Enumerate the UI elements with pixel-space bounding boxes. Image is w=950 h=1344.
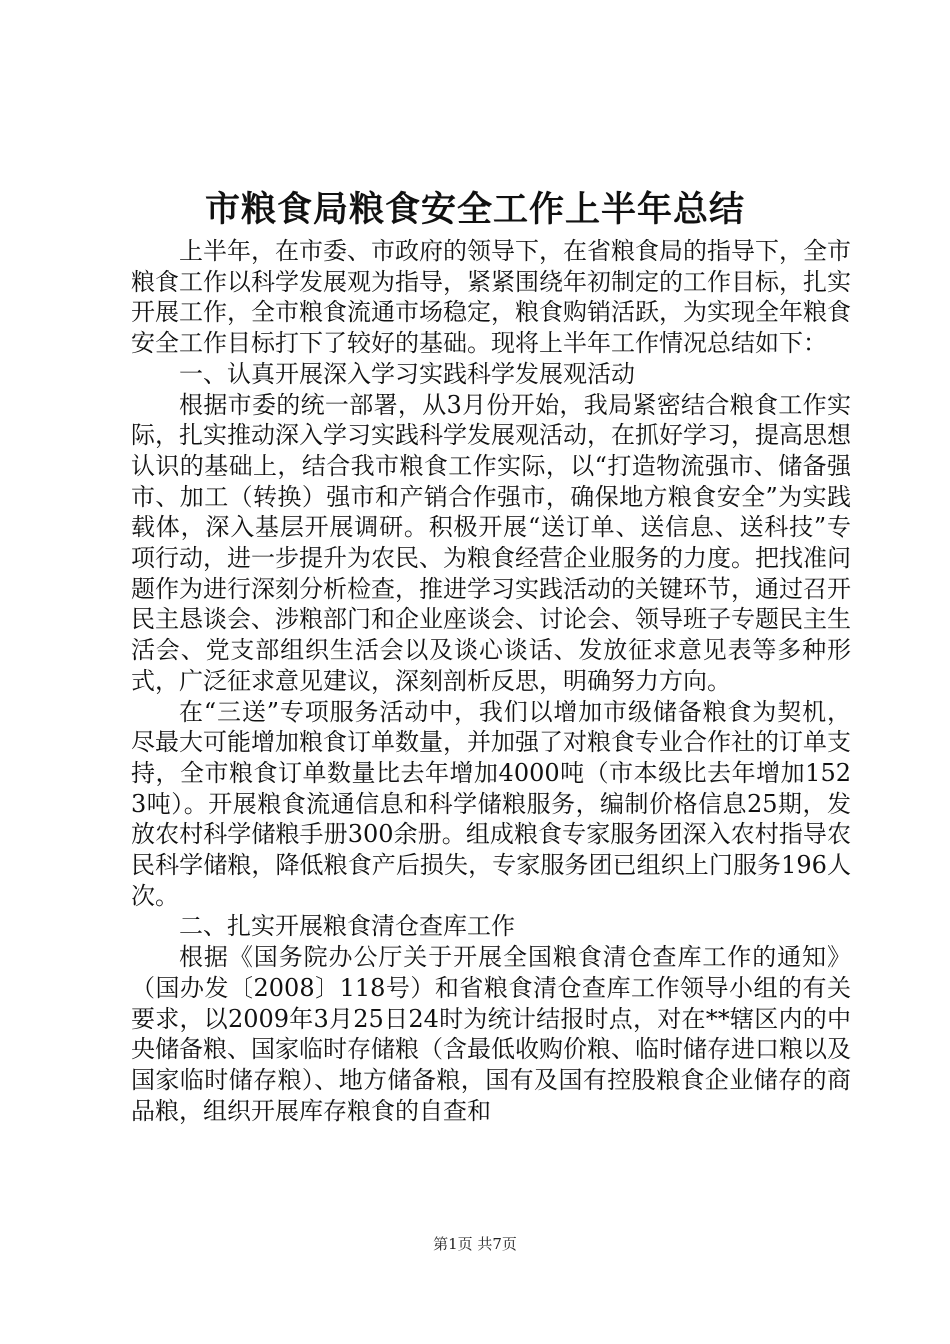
- body-paragraph: 根据《国务院办公厅关于开展全国粮食清仓查库工作的通知》（国办发〔2008〕118号）和省粮食清仓查库工作领导小组的有关要求，以2009年3月25日24时为统计结报时点，对在**辖区内的中央储备粮、国家临时存储粮（含最低收购价粮、临时储存进口粮以及国家临时储存粮）、地方储备粮，国有及国有控股粮食企业储存的商品粮，组织开展库存粮食的自查和: [131, 943, 851, 1125]
- body-paragraph: 在“三送”专项服务活动中，我们以增加市级储备粮食为契机，尽最大可能增加粮食订单数量，并加强了对粮食专业合作社的订单支持，全市粮食订单数量比去年增加4000吨（市本级比去年增加1523吨）。开展粮食流通信息和科学储粮服务，编制价格信息25期，发放农村科学储粮手册300余册。组成粮食专家服务团深入农村指导农民科学储粮，降低粮食产后损失，专家服务团已组织上门服务196人次。: [131, 697, 851, 910]
- body-paragraph: 根据市委的统一部署，从3月份开始，我局紧密结合粮食工作实际，扎实推动深入学习实践科学发展观活动，在抓好学习，提高思想认识的基础上，结合我市粮食工作实际，以“打造物流强市、储备强市、加工（转换）强市和产销合作强市，确保地方粮食安全”为实践载体，深入基层开展调研。积极开展“送订单、送信息、送科技”专项行动，进一步提升为农民、为粮食经营企业服务的力度。把找准问题作为进行深刻分析检查，推进学习实践活动的关键环节，通过召开民主恳谈会、涉粮部门和企业座谈会、讨论会、领导班子专题民主生活会、党支部组织生活会以及谈心谈话、发放征求意见表等多种形式，广泛征求意见建议，深刻剖析反思，明确努力方向。: [131, 390, 851, 695]
- section-heading-2: 二、扎实开展粮食清仓查库工作: [179, 912, 515, 941]
- document-title: 市粮食局粮食安全工作上半年总结: [204, 189, 745, 230]
- page-number-footer: 第1页 共7页: [433, 1235, 517, 1253]
- section-heading-1: 一、认真开展深入学习实践科学发展观活动: [179, 359, 635, 388]
- document-body: [131, 236, 851, 1126]
- intro-paragraph: 上半年，在市委、市政府的领导下，在省粮食局的指导下，全市粮食工作以科学发展观为指导，紧紧围绕年初制定的工作目标，扎实开展工作，全市粮食流通市场稳定，粮食购销活跃，为实现全年粮食安全工作目标打下了较好的基础。现将上半年工作情况总结如下：: [131, 237, 851, 358]
